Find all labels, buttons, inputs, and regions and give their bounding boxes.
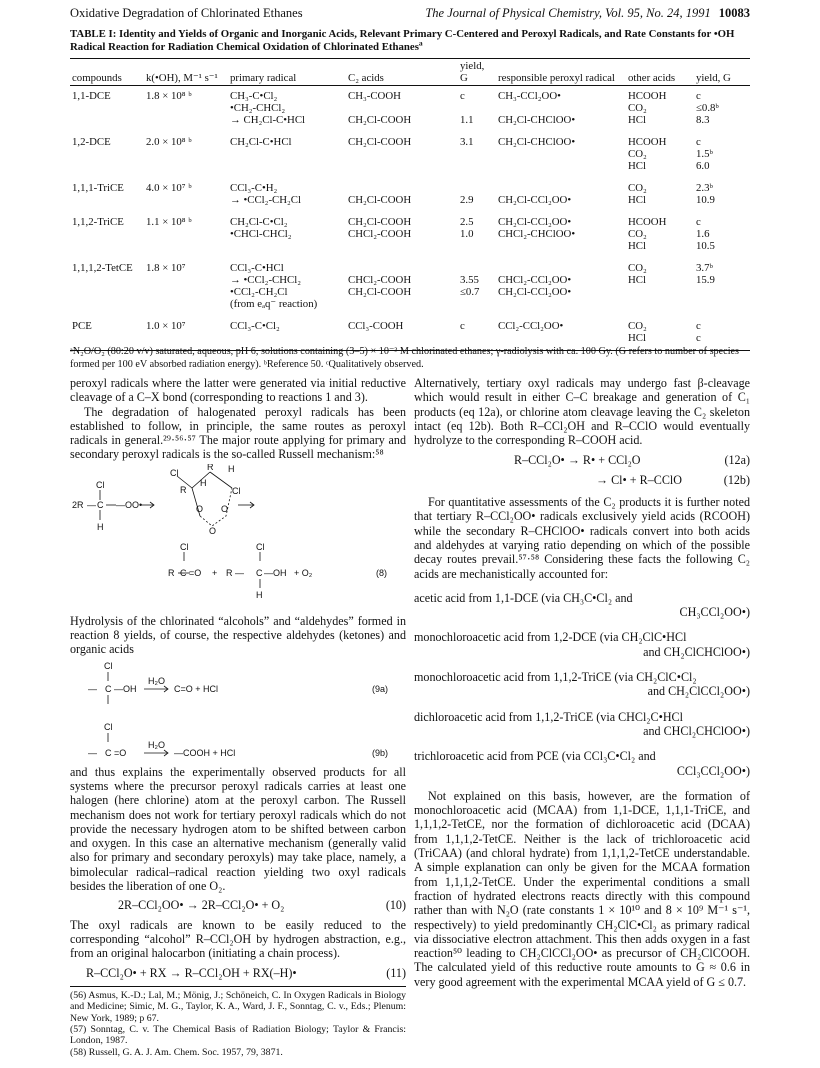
- scheme-atom-label: R: [207, 463, 214, 472]
- equation-text: R–CCl₂O• → R• + CCl₂O: [514, 453, 641, 468]
- col-header: responsible peroxyl radical: [496, 59, 626, 86]
- cell-line: CH₂Cl-C•HCl: [230, 136, 292, 148]
- cell-line: CH₂Cl-COOH: [348, 194, 412, 206]
- cell-line: 1.6: [696, 228, 710, 240]
- cell-line: [498, 182, 624, 194]
- scheme-atom-label: Cl: [256, 541, 265, 552]
- cell-line: CH₂Cl-C•Cl₂: [230, 216, 288, 228]
- scheme-atom-label: —OH: [114, 683, 137, 694]
- reference-item: (57) Sonntag, C. v. The Chemical Basis of Radiation Biology; Taylor & Francis: London, 1987.: [70, 1024, 406, 1047]
- scheme-atom-label: —: [88, 683, 97, 694]
- cell-line: c: [696, 216, 701, 228]
- table-cell-other: [626, 258, 694, 316]
- table-cell-k: 1.8 × 10⁸ ᵇ: [146, 90, 192, 102]
- reagent-label: H₂O: [148, 739, 165, 750]
- cell-line: HCl: [628, 332, 646, 344]
- reference-item: (58) Russell, G. A. J. Am. Chem. Soc. 1957, 79, 3871.: [70, 1046, 283, 1058]
- references: [70, 986, 406, 1058]
- scheme-atom-label: —: [87, 499, 96, 510]
- cell-line: 10.9: [696, 194, 715, 206]
- equation-text: → Cl• + R–CClO: [596, 472, 682, 487]
- col-header: k(•OH), M⁻¹ s⁻¹: [144, 59, 228, 86]
- cell-line: [498, 262, 624, 274]
- cell-line: CO₂: [628, 320, 647, 332]
- cell-line: CCl₂-CCl₂OO•: [498, 320, 564, 332]
- table-cell-compound: 1,2-DCE: [72, 136, 111, 148]
- equation-number: (12a): [724, 453, 750, 468]
- equation-number: (9a): [372, 683, 389, 694]
- list-item: [414, 670, 750, 699]
- scheme-atom-label: 2R: [72, 499, 84, 510]
- table-row: [70, 258, 750, 316]
- col-header: compounds: [70, 59, 144, 86]
- cell-line: → CH₂Cl-C•HCl: [230, 114, 306, 126]
- scheme-atom-label: O: [221, 503, 229, 514]
- cell-line: ≤0.7: [460, 286, 480, 298]
- list-item-line: monochloroacetic acid from 1,2-DCE (via CH₂ClC•HCl: [414, 630, 687, 645]
- table-cell-radical: [228, 86, 346, 133]
- table-cell-yield: [458, 178, 496, 212]
- list-item-line: CH₃CCl₂OO•): [679, 605, 750, 620]
- table-cell-acids: [346, 132, 458, 178]
- list-item: [414, 749, 750, 778]
- table-cell-other: [626, 212, 694, 258]
- scheme-atom-label: Cl: [232, 485, 241, 496]
- list-item-line: and CH₂ClCCl₂OO•): [647, 684, 750, 699]
- scheme-atom-label: H: [200, 477, 207, 488]
- table-footnote: ᵃN₂O/O₂ (80:20 v/v) saturated, aqueous, pH 6, solutions containing (3–5) × 10⁻³ M chlorinated ethanes; γ-radiolysis with ca. 100 Gy. (G refers to number of species formed per 100 eV absorbed radiation energy). ᵇReference 50. ᶜQualitatively observed.: [70, 346, 740, 370]
- cell-line: 15.9: [696, 274, 715, 286]
- scheme-atom-label: C: [180, 567, 187, 578]
- cell-line: [498, 298, 624, 310]
- cell-line: CO₂: [628, 228, 647, 240]
- table-cell-peroxyl: [496, 178, 626, 212]
- equation-number: (8): [376, 567, 387, 578]
- cell-line: [460, 182, 494, 194]
- cell-line: CO₂: [628, 148, 647, 160]
- cell-line: CH₂Cl-CHClOO•: [498, 114, 576, 126]
- cell-line: CH₂Cl-COOH: [348, 216, 412, 228]
- russell-mechanism-scheme: [70, 464, 406, 612]
- caption-footnote-mark: a: [418, 38, 423, 48]
- cell-line: CH₂Cl-COOH: [348, 114, 412, 126]
- cell-line: [348, 262, 456, 274]
- cell-line: CCl₃-C•HCl: [230, 262, 284, 274]
- cell-line: •CHCl-CHCl₂: [230, 228, 292, 240]
- table-cell-compound: 1,1,1-TriCE: [72, 182, 124, 194]
- table-cell-compound: 1,1,1,2-TetCE: [72, 262, 133, 274]
- cell-line: CCl₃-C•Cl₂: [230, 320, 280, 332]
- cell-line: CH₂Cl-CHClOO•: [498, 136, 576, 148]
- paragraph: peroxyl radicals where the latter were generated via initial reductive cleavage of a C–X bond (corresponding to reactions 1 and 3).: [70, 376, 406, 405]
- table-cell-acids: [346, 212, 458, 258]
- scheme-atom-label: H: [228, 463, 235, 474]
- cell-line: HCl: [628, 160, 646, 172]
- reagent-label: H₂O: [148, 675, 165, 686]
- cell-line: 1.1: [460, 114, 474, 126]
- cell-line: CHCl₂-COOH: [348, 228, 412, 240]
- table-cell-radical: [228, 178, 346, 212]
- cell-line: (from eₐq⁻ reaction): [230, 298, 318, 310]
- table-cell-compound: PCE: [70, 316, 144, 351]
- table-cell-radical: [228, 258, 346, 316]
- table-cell-other: [626, 86, 694, 133]
- cell-line: CCl₃-COOH: [348, 320, 404, 332]
- equation-number: (9b): [372, 747, 389, 758]
- cell-line: •CCl₂-CH₂Cl: [230, 286, 288, 298]
- table-cell-acids: [346, 178, 458, 212]
- table-cell-k: 2.0 × 10⁸ ᵇ: [146, 136, 192, 148]
- cell-line: 2.5: [460, 216, 474, 228]
- cell-line: •CH₂-CHCl₂: [230, 102, 286, 114]
- table-cell-compound: 1,1,2-TriCE: [72, 216, 124, 228]
- cell-line: 2.9: [460, 194, 474, 206]
- col-header: yield, G: [694, 59, 750, 86]
- right-column: [414, 376, 750, 989]
- table-row: [70, 212, 750, 258]
- cell-line: HCOOH: [628, 136, 667, 148]
- cell-line: 3.55: [460, 274, 479, 286]
- cell-line: HCl: [628, 240, 646, 252]
- paragraph: Hydrolysis of the chlorinated “alcohols” and “aldehydes” formed in reaction 8 yields, of course, the respective aldehydes (ketones) and organic acids: [70, 613, 406, 657]
- scheme-atom-label: =O: [189, 567, 202, 578]
- cell-line: CHCl₂-CCl₂OO•: [498, 274, 572, 286]
- cell-line: → •CCl₂-CHCl₂: [230, 274, 302, 286]
- equation-number: (12b): [723, 472, 750, 487]
- table-row: [70, 86, 750, 133]
- paragraph: Alternatively, tertiary oxyl radicals may undergo fast β-cleavage which would result in either C–C breakage and generation of C₁ products (eq 12a), or chlorine atom cleavage leaving the C₂ skeleton intact (eq 12b). Both R–CCl₂OH and R–CClO would eventually hydrolyze to the corresponding R–COOH acid.: [414, 376, 750, 448]
- table-row: [70, 178, 750, 212]
- scheme-atom-label: +: [212, 567, 218, 578]
- list-item-line: acetic acid from 1,1-DCE (via CH₃C•Cl₂ and: [414, 590, 633, 605]
- cell-line: HCOOH: [628, 90, 667, 102]
- scheme-atom-label: —: [235, 567, 244, 578]
- cell-line: CO₂: [628, 182, 647, 194]
- table-cell-peroxyl: [496, 132, 626, 178]
- table-cell-yield: [458, 258, 496, 316]
- cell-line: 2.3ᵇ: [696, 182, 713, 194]
- data-table: [70, 58, 750, 351]
- table-cell-peroxyl: [496, 258, 626, 316]
- scheme-atom-label: C: [105, 747, 112, 758]
- cell-line: 1.0: [460, 228, 474, 240]
- cell-line: c: [696, 136, 701, 148]
- table-cell-oyield: [694, 258, 750, 316]
- scheme-atom-label: + O₂: [294, 567, 313, 578]
- cell-line: [498, 102, 624, 114]
- table-cell-peroxyl: [496, 86, 626, 133]
- cell-line: c: [460, 90, 465, 102]
- header-title: Oxidative Degradation of Chlorinated Ethanes: [70, 6, 303, 20]
- table-cell-oyield: [694, 212, 750, 258]
- equation-text: R–CCl₂O• + RX → R–CCl₂OH + RX(–H)•: [86, 965, 297, 980]
- equation-11: [70, 966, 406, 980]
- scheme-atom-label: =O: [114, 747, 127, 758]
- equation-text: 2R–CCl₂OO• → 2R–CCl₂O• + O₂: [118, 898, 285, 913]
- table-cell-yield: [458, 86, 496, 133]
- table-cell-radical: [228, 132, 346, 178]
- table-caption: [70, 28, 750, 54]
- cell-line: CH₂Cl-COOH: [348, 136, 412, 148]
- table-cell-k: 1.8 × 10⁷: [146, 262, 186, 274]
- scheme-atom-label: C: [97, 499, 104, 510]
- table-cell-acids: [346, 86, 458, 133]
- table-cell-acids: [346, 258, 458, 316]
- cell-line: [348, 102, 456, 114]
- paragraph: The degradation of halogenated peroxyl radicals has been established to follow, in principle, the same routes as peroxyl radicals in general.²⁹·⁵⁶·⁵⁷ The major route applying for primary and secondary peroxyl radicals is the so-called Russell mechanism:⁵⁸: [70, 404, 406, 462]
- scheme-atom-label: Cl: [170, 467, 179, 478]
- cell-line: 10.5: [696, 240, 715, 252]
- table-cell-other: [626, 178, 694, 212]
- paragraph: The oxyl radicals are known to be easily reduced to the corresponding “alcohol” R–CCl₂OH by hydrogen abstraction, e.g., from an original halocarbon (initiating a chain process).: [70, 917, 406, 961]
- cell-line: CCl₃-C•H₂: [230, 182, 278, 194]
- cell-line: c: [696, 90, 701, 102]
- list-item-line: CCl₃CCl₂OO•): [676, 763, 750, 778]
- cell-line: CH₂Cl-COOH: [348, 286, 412, 298]
- table-cell-radical: [228, 212, 346, 258]
- table-cell-k: 4.0 × 10⁷ ᵇ: [146, 182, 192, 194]
- list-item: [414, 591, 750, 620]
- equation-10: [70, 898, 406, 912]
- cell-line: HCl: [628, 274, 646, 286]
- list-item-line: monochloroacetic acid from 1,1,2-TriCE (via CH₂ClC•Cl₂: [414, 670, 697, 685]
- cell-line: HCl: [628, 194, 646, 206]
- equation-12a: [414, 453, 750, 467]
- table-cell-oyield: [694, 132, 750, 178]
- scheme-atom-label: —OH: [264, 567, 287, 578]
- cell-line: c: [460, 320, 465, 332]
- paragraph: Not explained on this basis, however, are the formation of monochloroacetic acid (MCAA) from 1,1-DCE, 1,1,1-TriCE, and 1,1,1,2-TetCE, nor the formation of dichloroacetic acid (DCAA) from 1,1,1,2-TetCE. Neither is the lack of trichloroacetic acid (TriCAA) (and chloral hydrate) from 1,1,1,2-TetCE understandable. A simple explanation can only be given for the MCAA formation from 1,1,1,2-TetCE. Under the experimental conditions a small fraction of hydrated electrons reacts directly with this compound rather than with N₂O (rate constants 1 × 10¹⁰ and 8 × 10⁹ M⁻¹ s⁻¹, respectively) to yield predominantly CH₂ClC•Cl₂ as primary radical via dissociative electron attachment. This then adds oxygen in a fast reaction⁵⁰ leading to CH₂ClCCl₂OO• as precursor of CH₂ClCOOH. The calculated yield of this reductive route amounts to G ≈ 0.6 in very good agreement with the experimental MCAA yield of G ≤ 0.7.: [414, 788, 750, 989]
- journal-citation: The Journal of Physical Chemistry, Vol. 95, No. 24, 1991: [425, 6, 711, 20]
- table-row: [70, 132, 750, 178]
- scheme-atom-label: R: [180, 484, 187, 495]
- page-number: 10083: [718, 6, 750, 20]
- scheme-atom-label: H: [256, 589, 263, 600]
- col-header: primary radical: [228, 59, 346, 86]
- cell-line: CH₃-CCl₂OO•: [498, 90, 561, 102]
- cell-line: 6.0: [696, 160, 710, 172]
- cell-line: CO₂: [628, 262, 647, 274]
- col-header: yield, G: [458, 59, 496, 86]
- left-column: [70, 376, 406, 1058]
- table-cell-peroxyl: [496, 212, 626, 258]
- equation-12b: [414, 473, 750, 487]
- cell-line: [460, 262, 494, 274]
- product-label: C=O + HCl: [174, 683, 219, 694]
- table-cell-oyield: [694, 178, 750, 212]
- list-item-line: trichloroacetic acid from PCE (via CCl₃C•Cl₂ and: [414, 749, 656, 764]
- cell-line: CH₂Cl-CCl₂OO•: [498, 194, 572, 206]
- scheme-atom-label: Cl: [104, 721, 113, 732]
- reference-item: (56) Asmus, K.-D.; Lal, M.; Mönig, J.; Schöneich, C. In Oxygen Radicals in Biology and Medicine; Simic, M. G., Taylor, K. A., Ward, J. F., Sonntag, C. v., Eds.; Plenum: New York, 1989; p 67.: [70, 989, 406, 1024]
- table-cell-oyield: [694, 86, 750, 133]
- scheme-atom-label: C: [105, 683, 112, 694]
- scheme-atom-label: C: [256, 567, 263, 578]
- cell-line: 3.1: [460, 136, 474, 148]
- list-item-line: and CH₂ClCHClOO•): [643, 644, 750, 659]
- table-cell-compound: 1,1-DCE: [72, 90, 111, 102]
- paragraph: For quantitative assessments of the C₂ products it is further noted that tertiary R–CCl₂OO• radicals exclusively yield acids (RCOOH) while the secondary R–CHClOO• radicals convert into both acids and aldehydes at varying ratio depending on which of the possible decay routes prevail.⁵⁷·⁵⁸ Considering these facts the following C₂ acids are mechanistically accounted for:: [414, 495, 750, 581]
- cell-line: [460, 102, 494, 114]
- col-header: other acids: [626, 59, 694, 86]
- cell-line: ≤0.8ᵇ: [696, 102, 719, 114]
- scheme-atom-label: Cl: [104, 660, 113, 671]
- scheme-atom-label: O: [196, 503, 204, 514]
- table-cell-yield: [458, 132, 496, 178]
- table-cell-yield: [458, 212, 496, 258]
- scheme-atom-label: Cl: [96, 479, 105, 490]
- list-item-line: dichloroacetic acid from 1,1,2-TriCE (via CHCl₂C•HCl: [414, 709, 683, 724]
- cell-line: [348, 182, 456, 194]
- header-journal: [425, 6, 750, 21]
- scheme-atom-label: H: [97, 521, 104, 532]
- scheme-atom-label: R: [168, 567, 175, 578]
- product-label: —COOH + HCl: [174, 747, 236, 758]
- list-item: [414, 630, 750, 659]
- cell-line: CH₂Cl-CCl₂OO•: [498, 286, 572, 298]
- cell-line: CHCl₂-COOH: [348, 274, 412, 286]
- scheme-atom-label: R: [226, 567, 233, 578]
- cell-line: → •CCl₂-CH₂Cl: [230, 194, 302, 206]
- scheme-atom-label: O: [209, 525, 217, 536]
- cell-line: CHCl₂-CHClOO•: [498, 228, 576, 240]
- hydrolysis-equations: [70, 657, 406, 765]
- table-cell-k: 1.0 × 10⁷: [144, 316, 228, 351]
- acid-list: [414, 591, 750, 778]
- cell-line: CH₃-C•Cl₂: [230, 90, 278, 102]
- col-header: C₂ acids: [346, 59, 458, 86]
- cell-line: HCl: [628, 114, 646, 126]
- cell-line: 1.5ᵇ: [696, 148, 713, 160]
- cell-line: [460, 298, 494, 310]
- table-header-row: [70, 59, 750, 86]
- list-item: [414, 710, 750, 739]
- table-cell-k: 1.1 × 10⁸ ᵇ: [146, 216, 192, 228]
- equation-number: (10): [385, 898, 406, 913]
- cell-line: 3.7ᵇ: [696, 262, 713, 274]
- cell-line: c: [696, 320, 701, 332]
- table-cell-other: [626, 132, 694, 178]
- paragraph: and thus explains the experimentally observed products for all systems where the precursor peroxyl radicals carries at least one halogen (here chlorine) atom at the peroxyl carbon. The Russell mechanism does not work for tertiary peroxyl radicals which do not provide the necessary hydrogen atom to be shifted between carbon and oxygen. In this case an alternative mechanism (generally valid also for primary and secondary peroxyls) may take place, namely, a bimolecular radical–radical reaction yielding two oxyl radicals besides the liberation of one O₂.: [70, 764, 406, 894]
- scheme-atom-label: —: [88, 747, 97, 758]
- cell-line: CH₂Cl-CCl₂OO•: [498, 216, 572, 228]
- cell-line: c: [696, 332, 701, 344]
- cell-line: CH₃-COOH: [348, 90, 401, 102]
- cell-line: [348, 298, 456, 310]
- list-item-line: and CHCl₂CHClOO•): [643, 723, 750, 738]
- cell-line: HCOOH: [628, 216, 667, 228]
- caption-text: TABLE I: Identity and Yields of Organic and Inorganic Acids, Relevant Primary C-Centered and Peroxyl Radicals, and Rate Constants for •OH Radical Reaction for Radiation Chemical Oxidation of Chlorinated Ethanes: [70, 28, 735, 53]
- cell-line: CO₂: [628, 102, 647, 114]
- cell-line: 8.3: [696, 114, 710, 126]
- equation-number: (11): [386, 965, 406, 980]
- scheme-atom-label: Cl: [180, 541, 189, 552]
- scheme-atom-label: —OO•: [116, 499, 143, 510]
